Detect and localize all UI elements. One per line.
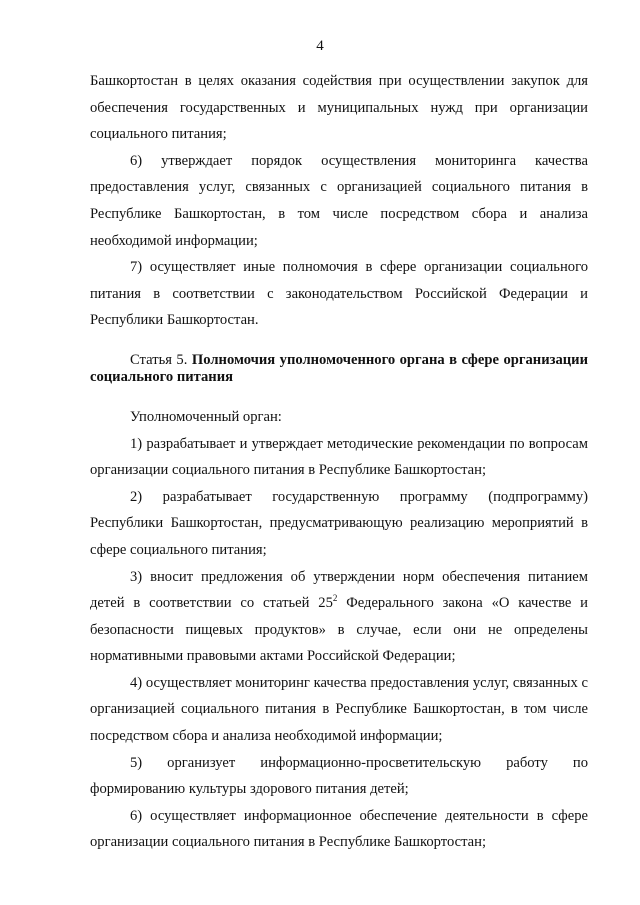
list-item-text: Федерального закона «О качестве и безопасности пищевых продуктов» в случае, если они не определены нормативными правовыми актами Российской Федерации;	[90, 595, 588, 665]
article-intro: Уполномоченный орган:	[130, 408, 282, 425]
list-item-text: 3) вносит предложения об утверждении норм обеспечения питанием детей в соответствии со статьей 25	[90, 568, 588, 612]
paragraph-continuation: Башкортостан в целях оказания содействия при осуществлении закупок для обеспечения государственных и муниципальных нужд при организации социального питания;	[90, 73, 588, 143]
superscript: 2	[332, 593, 338, 604]
list-item: 1) разрабатывает и утверждает методические рекомендации по вопросам организации социального питания в Республике Башкортостан;	[90, 435, 588, 479]
paragraph-item-7: 7) осуществляет иные полномочия в сфере организации социального питания в соответствии с законодательством Российской Федерации и Республики Башкортостан.	[90, 259, 588, 329]
paragraph-item-6: 6) утверждает порядок осуществления мониторинга качества предоставления услуг, связанных с организацией социального питания в Республике Башкортостан, в том числе посредством сбора и анализа необходимой информации;	[90, 152, 588, 249]
list-item: 2) разрабатывает государственную программу (подпрограмму) Республики Башкортостан, предусматривающую реализацию мероприятий в сфере социального питания;	[90, 488, 588, 558]
document-body	[90, 68, 588, 856]
article-heading	[90, 352, 588, 386]
article-label: Статья 5.	[130, 351, 188, 368]
list-item: 6) осуществляет информационное обеспечение деятельности в сфере организации социального питания в Республике Башкортостан;	[90, 807, 588, 851]
list-item	[90, 564, 588, 670]
article-title: Полномочия уполномоченного органа в сфере организации социального питания	[90, 351, 588, 385]
list-item: 5) организует информационно-просветительскую работу по формированию культуры здорового питания детей;	[90, 754, 588, 798]
list-item: 4) осуществляет мониторинг качества предоставления услуг, связанных с организацией социального питания в Республике Башкортостан, в том числе посредством сбора и анализа необходимой информации;	[90, 674, 588, 745]
page-number: 4	[316, 38, 324, 54]
